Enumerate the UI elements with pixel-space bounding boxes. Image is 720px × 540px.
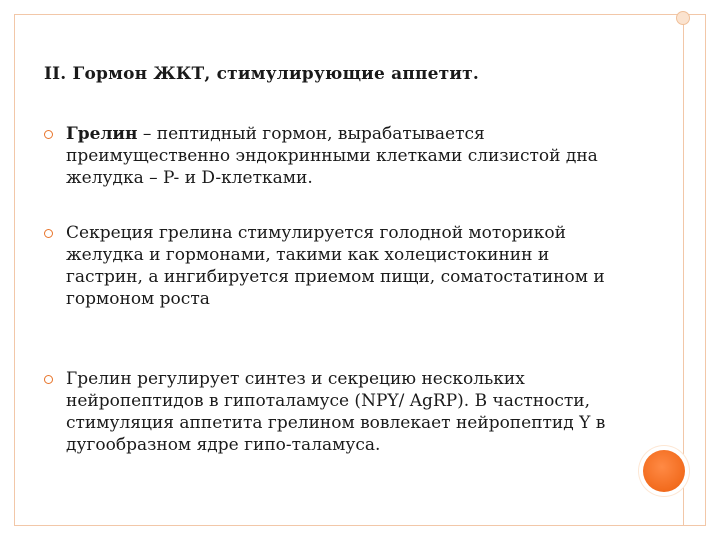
slide-title: II. Гормон ЖКТ, стимулирующие аппетит.	[44, 64, 480, 84]
bullet-body: – пептидный гормон, вырабатывается преимущественно эндокринными клетками слизистой дна желудка – P- и D-клетками.	[66, 124, 598, 188]
sidebar-divider	[683, 14, 684, 526]
bullet-body: Грелин регулирует синтез и секрецию нескольких нейропептидов в гипоталамусе (NPY/ AgRP). В частности, стимуляция аппетита грелином вовлекает нейропептид Y в дугообразном ядре гипо-таламуса.	[66, 369, 606, 455]
bullet-text	[66, 123, 606, 189]
bullet-text	[66, 368, 606, 456]
bullet-circle-icon	[44, 375, 53, 384]
bullet-text	[66, 222, 606, 310]
bullet-circle-icon	[44, 229, 53, 238]
decorative-small-circle-icon	[676, 11, 690, 25]
bullet-body: Секреция грелина стимулируется голодной моторикой желудка и гормонами, такими как холецистокинин и гастрин, а ингибируется приемом пищи, соматостатином и гормоном роста	[66, 223, 605, 309]
orange-circle-fill	[643, 450, 685, 492]
bullet-circle-icon	[44, 130, 53, 139]
bullet-term: Грелин	[66, 124, 138, 144]
decorative-orange-circle-icon	[639, 446, 689, 496]
